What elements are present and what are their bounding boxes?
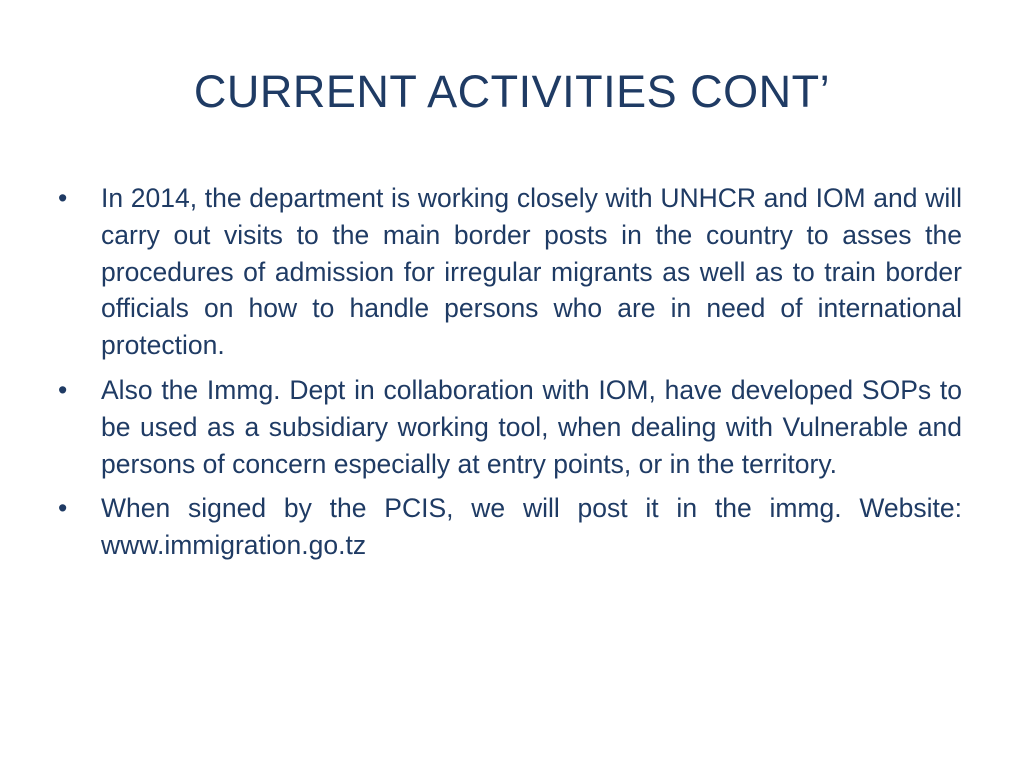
bullet-marker: • [58,374,68,405]
bullet-list [56,180,962,572]
bullet-text: Also the Immg. Dept in collaboration with IOM, have developed SOPs to be used as a subsidiary working tool, when dealing with Vulnerable and persons of concern especially at entry points, or in the territory. [101,374,962,479]
bullet-text: In 2014, the department is working closely with UNHCR and IOM and will carry out visits to the main border posts in the country to asses the procedures of admission for irregular migrants as well as to train border officials on how to handle persons who are in need of international protection. [101,183,962,361]
bullet-item [56,490,962,564]
bullet-text: When signed by the PCIS, we will post it in the immg. Website: www.immigration.go.tz [101,493,962,561]
bullet-marker: • [58,493,68,524]
slide-title: CURRENT ACTIVITIES CONT’ [193,66,831,117]
bullet-item [56,180,962,364]
bullet-marker: • [58,183,68,213]
bullet-item [56,372,962,482]
